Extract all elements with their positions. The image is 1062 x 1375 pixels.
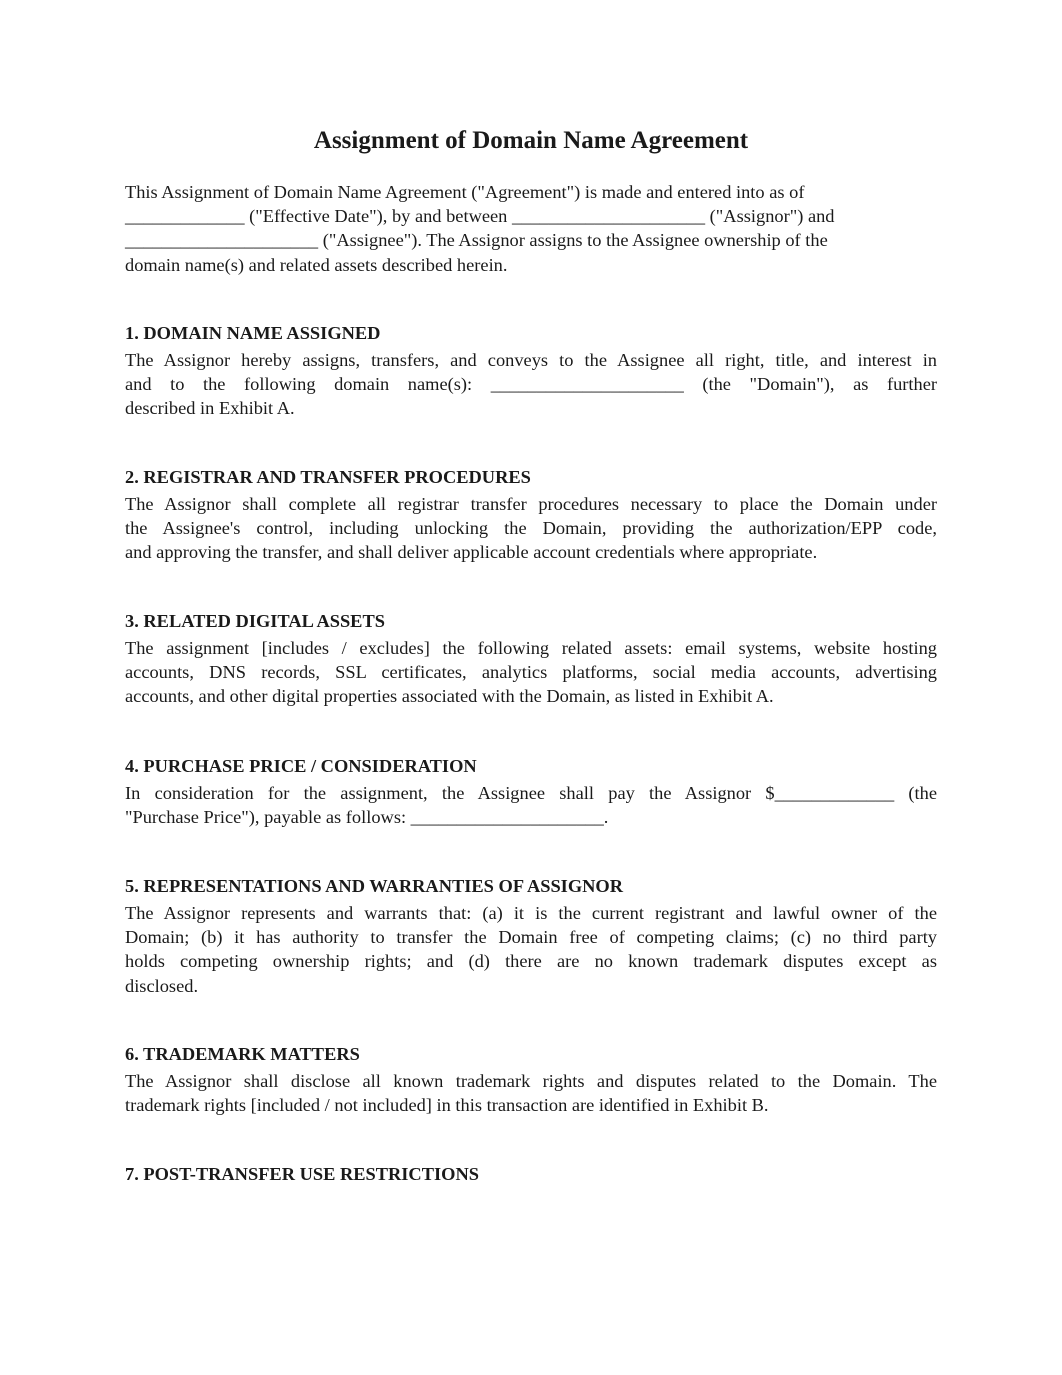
section-body-domain-name-assigned [125, 348, 937, 421]
intro-line: This Assignment of Domain Name Agreement ("Agreement") is made and entered into as of [125, 182, 805, 202]
section-body-related-digital-assets [125, 636, 937, 709]
section-line: The Assignor shall disclose all known trademark rights and disputes related to the Domain. The [125, 1071, 937, 1091]
intro-line: _____________ ("Effective Date"), by and between _____________________ ("Assignor") and [125, 206, 835, 227]
section-body-registrar-transfer [125, 492, 937, 565]
section-line: and approving the transfer, and shall deliver applicable account credentials where appropriate. [125, 542, 818, 563]
section-body-representations-warranties [125, 901, 937, 998]
section-line: In consideration for the assignment, the Assignee shall pay the Assignor $_____________ (the [125, 783, 937, 803]
section-line: trademark rights [included / not included] in this transaction are identified in Exhibit B. [125, 1095, 769, 1116]
section-heading-related-digital-assets: 3. RELATED DIGITAL ASSETS [125, 611, 385, 631]
section-line: and to the following domain name(s): _____________________ (the "Domain"), as further [125, 374, 937, 395]
document-title: Assignment of Domain Name Agreement [313, 127, 749, 154]
section-line: accounts, and other digital properties associated with the Domain, as listed in Exhibit A. [125, 686, 774, 707]
section-line: The Assignor hereby assigns, transfers, and conveys to the Assignee all right, title, and interest in [125, 350, 937, 370]
section-line: The Assignor represents and warrants that: (a) it is the current registrant and lawful owner of the [125, 903, 937, 923]
intro-paragraph [125, 180, 937, 277]
section-line: described in Exhibit A. [125, 398, 295, 419]
section-heading-registrar-transfer: 2. REGISTRAR AND TRANSFER PROCEDURES [125, 467, 531, 487]
section-line: holds competing ownership rights; and (d) there are no known trademark disputes except as [125, 951, 937, 972]
section-heading-representations-warranties: 5. REPRESENTATIONS AND WARRANTIES OF ASSIGNOR [125, 876, 624, 896]
section-line: accounts, DNS records, SSL certificates, analytics platforms, social media accounts, advertising [125, 662, 937, 683]
section-line: Domain; (b) it has authority to transfer the Domain free of competing claims; (c) no third party [125, 927, 937, 948]
intro-line: domain name(s) and related assets described herein. [125, 254, 508, 275]
section-body-trademark-matters [125, 1069, 937, 1117]
section-heading-domain-name-assigned: 1. DOMAIN NAME ASSIGNED [125, 323, 381, 343]
section-heading-trademark-matters: 6. TRADEMARK MATTERS [125, 1044, 360, 1064]
section-line: "Purchase Price"), payable as follows: _____________________. [125, 807, 609, 828]
intro-line: _____________________ ("Assignee"). The Assignor assigns to the Assignee ownership of the [125, 230, 828, 251]
section-heading-post-transfer-restrictions: 7. POST-TRANSFER USE RESTRICTIONS [125, 1164, 479, 1184]
section-line: the Assignee's control, including unlocking the Domain, providing the authorization/EPP code, [125, 518, 937, 539]
section-line: The Assignor shall complete all registrar transfer procedures necessary to place the Domain under [125, 494, 937, 514]
section-body-purchase-price [125, 781, 937, 829]
section-heading-purchase-price: 4. PURCHASE PRICE / CONSIDERATION [125, 756, 477, 776]
section-line: The assignment [includes / excludes] the following related assets: email systems, website hosting [125, 638, 937, 658]
section-line: disclosed. [125, 975, 199, 996]
